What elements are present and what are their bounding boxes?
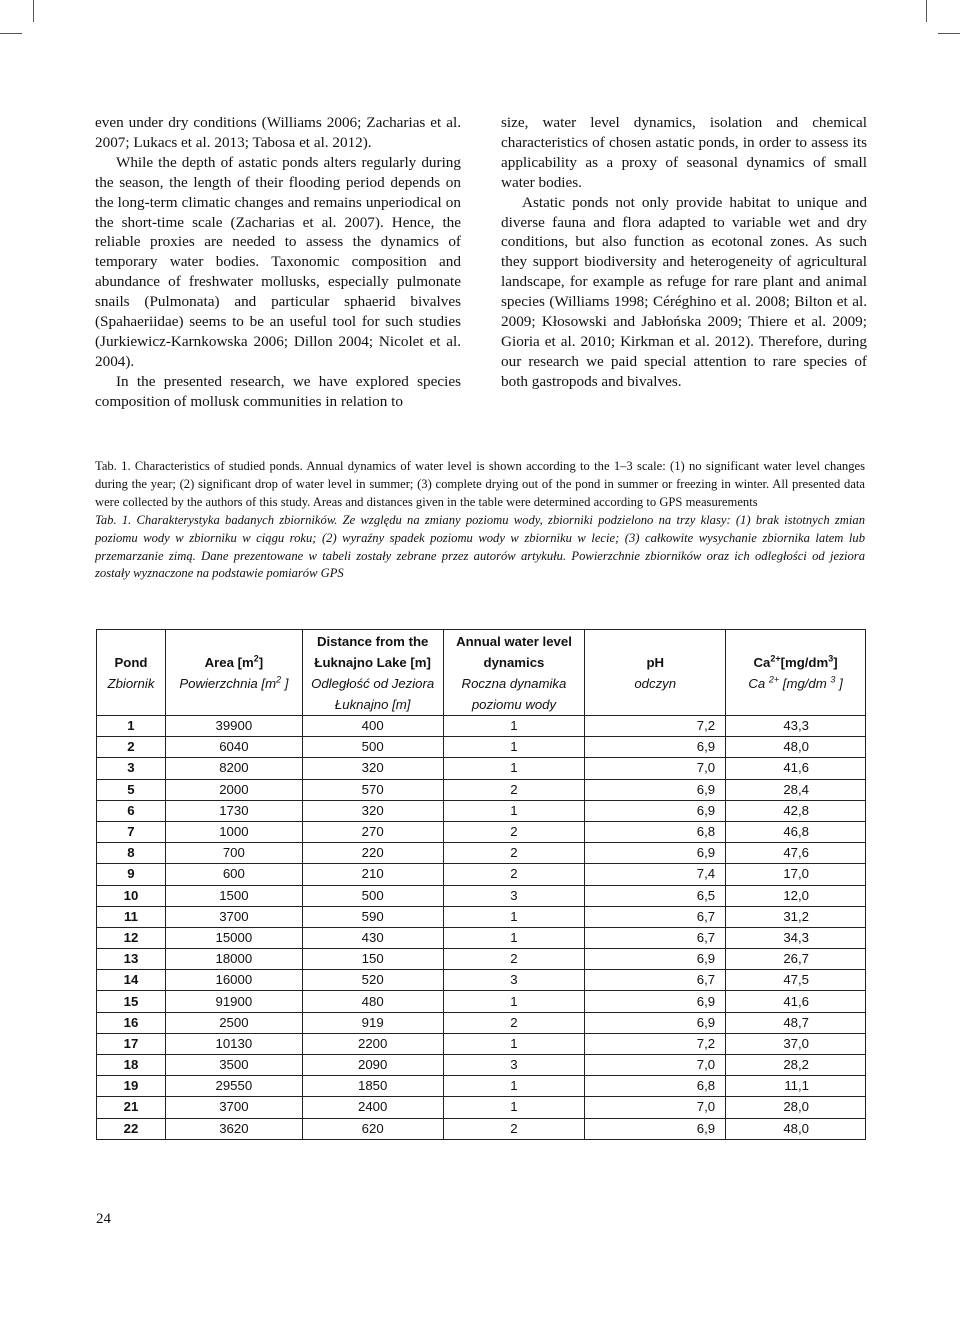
paragraph: In the presented research, we have explored species composition of mollusk communities in relation to (95, 372, 461, 410)
header-area: Area $[m^2]$ Powierzchnia [$m^2$ ] (165, 630, 302, 716)
cell-ph: 6,9 (585, 843, 726, 864)
left-column (95, 113, 461, 412)
cell-dist: 400 (302, 716, 443, 737)
table-caption (95, 458, 865, 583)
table-row (97, 779, 866, 800)
cell-ca: 48,0 (726, 1118, 866, 1139)
cell-ph: 6,7 (585, 906, 726, 927)
cell-pond: 11 (97, 906, 166, 927)
cell-area: 3700 (165, 1097, 302, 1118)
cell-pond: 16 (97, 1012, 166, 1033)
cell-area: 1000 (165, 821, 302, 842)
header-pond: Pond Zbiornik (97, 630, 166, 716)
cell-ph: 7,0 (585, 1055, 726, 1076)
table-row (97, 970, 866, 991)
cell-pond: 19 (97, 1076, 166, 1097)
cell-ph: 6,5 (585, 885, 726, 906)
cell-ph: 6,7 (585, 927, 726, 948)
cell-ph: 6,9 (585, 1118, 726, 1139)
cell-dyn: 2 (443, 1012, 585, 1033)
cell-dist: 150 (302, 949, 443, 970)
cell-area: 15000 (165, 927, 302, 948)
paragraph: While the depth of astatic ponds alters regularly during the season, the length of their flooding period depends on the long-term climatic changes and remains unperiodical on the short-time scale (Zacharias et al. 2007). Hence, the reliable proxies are needed to assess the dynamics of temporary water bodies. Taxonomic composition and abundance of freshwater mollusks, especially pulmonate snails (Pulmonata) and particular sphaerid bivalves (Spahaeriidae) seems to be an useful tool for such studies (Jurkiewicz-Karnkowska 2006; Dillon 2004; Nicolet et al. 2004). (95, 153, 461, 370)
cell-area: 8200 (165, 758, 302, 779)
cell-area: 3620 (165, 1118, 302, 1139)
cell-pond: 9 (97, 864, 166, 885)
cell-ph: 7,2 (585, 1033, 726, 1054)
cell-dist: 2400 (302, 1097, 443, 1118)
cell-dyn: 1 (443, 716, 585, 737)
cell-pond: 3 (97, 758, 166, 779)
cell-pond: 10 (97, 885, 166, 906)
cell-dyn: 2 (443, 949, 585, 970)
cell-pond: 21 (97, 1097, 166, 1118)
cell-pond: 14 (97, 970, 166, 991)
table-row (97, 1055, 866, 1076)
cell-dist: 1850 (302, 1076, 443, 1097)
cell-pond: 18 (97, 1055, 166, 1076)
caption-en: Tab. 1. Characteristics of studied ponds. Annual dynamics of water level is shown according to the 1–3 scale: (1) no significant water level changes during the year; (2) significant drop of water level in summer; (3) complete drying out of the pond in summer or freezing in winter. All presented data were collected by the authors of this study. Areas and distances given in the table were determined according to GPS measurements (95, 459, 865, 509)
caption-pl: Tab. 1. Charakterystyka badanych zbiorników. Ze względu na zmiany poziomu wody, zbiorniki podzielono na trzy klasy: (1) brak istotnych zmian poziomu wody w zbiorniku w ciągu roku; (2) wyraźny spadek poziomu wody w zbiorniku w lecie; (3) całkowite wysychanie zbiornika latem lub przemarzanie zimą. Dane prezentowane w tabeli zostały zebrane przez autorów artykułu. Powierzchnie zbiorników oraz ich odległości od jeziora zostały wyznaczone na podstawie pomiarów GPS (95, 512, 865, 581)
cell-pond: 1 (97, 716, 166, 737)
cell-dist: 500 (302, 885, 443, 906)
cell-area: 29550 (165, 1076, 302, 1097)
table-row (97, 843, 866, 864)
cell-area: 3500 (165, 1055, 302, 1076)
table-body (97, 716, 866, 1140)
crop-mark (938, 33, 960, 34)
cell-area: 2500 (165, 1012, 302, 1033)
cell-dyn: 3 (443, 970, 585, 991)
paragraph: even under dry conditions (Williams 2006; Zacharias et al. 2007; Lukacs et al. 2013; Tabosa et al. 2012). (95, 114, 461, 151)
cell-dist: 500 (302, 737, 443, 758)
header-ca: $Ca^{2+}[mg/dm^3]$ Ca $^{2+}$ [mg/dm $^3$ ] (726, 630, 866, 716)
cell-area: 39900 (165, 716, 302, 737)
cell-dyn: 2 (443, 821, 585, 842)
cell-pond: 17 (97, 1033, 166, 1054)
cell-ca: 41,6 (726, 758, 866, 779)
table-row (97, 1033, 866, 1054)
table-row (97, 991, 866, 1012)
table-row (97, 949, 866, 970)
table-header-row (97, 630, 866, 716)
cell-dyn: 1 (443, 927, 585, 948)
cell-pond: 12 (97, 927, 166, 948)
cell-ca: 42,8 (726, 800, 866, 821)
header-distance: Distance from the Łuknajno Lake [m] Odległość od Jeziora Łuknajno [m] (302, 630, 443, 716)
cell-area: 700 (165, 843, 302, 864)
cell-ca: 41,6 (726, 991, 866, 1012)
cell-ca: 46,8 (726, 821, 866, 842)
cell-ca: 37,0 (726, 1033, 866, 1054)
cell-ca: 12,0 (726, 885, 866, 906)
cell-dyn: 3 (443, 1055, 585, 1076)
cell-area: 1730 (165, 800, 302, 821)
cell-area: 18000 (165, 949, 302, 970)
cell-dist: 430 (302, 927, 443, 948)
cell-dist: 270 (302, 821, 443, 842)
cell-ph: 6,9 (585, 737, 726, 758)
cell-dyn: 2 (443, 1118, 585, 1139)
cell-area: 16000 (165, 970, 302, 991)
cell-ph: 6,9 (585, 949, 726, 970)
cell-dist: 320 (302, 800, 443, 821)
crop-mark (926, 0, 927, 22)
cell-ca: 43,3 (726, 716, 866, 737)
cell-dist: 2090 (302, 1055, 443, 1076)
cell-ph: 7,2 (585, 716, 726, 737)
cell-pond: 13 (97, 949, 166, 970)
cell-area: 91900 (165, 991, 302, 1012)
cell-dist: 919 (302, 1012, 443, 1033)
table-row (97, 1097, 866, 1118)
cell-ph: 7,0 (585, 758, 726, 779)
cell-pond: 5 (97, 779, 166, 800)
cell-area: 10130 (165, 1033, 302, 1054)
header-ph: pH odczyn (585, 630, 726, 716)
cell-ca: 34,3 (726, 927, 866, 948)
cell-dist: 520 (302, 970, 443, 991)
table-row (97, 906, 866, 927)
cell-dyn: 1 (443, 991, 585, 1012)
page-number: 24 (96, 1211, 111, 1227)
cell-area: 600 (165, 864, 302, 885)
cell-dyn: 3 (443, 885, 585, 906)
cell-pond: 8 (97, 843, 166, 864)
paragraph: Astatic ponds not only provide habitat to unique and diverse fauna and flora adapted to variable wet and dry conditions, but also function as ecotonal zones. As such they support biodiversity and heterogeneity of agricultural landscape, for example as refuge for rare plant and animal species (Williams 1998; Céréghino et al. 2008; Bilton et al. 2009; Kłosowski and Jabłońska 2009; Thiere et al. 2009; Gioria et al. 2010; Kirkman et al. 2012). Therefore, during our research we paid special attention to rare species of both gastropods and bivalves. (501, 193, 867, 390)
cell-area: 1500 (165, 885, 302, 906)
cell-ph: 6,7 (585, 970, 726, 991)
cell-ph: 6,9 (585, 800, 726, 821)
cell-pond: 22 (97, 1118, 166, 1139)
header-dynamics: Annual water level dynamics Roczna dynamika poziomu wody (443, 630, 585, 716)
cell-pond: 15 (97, 991, 166, 1012)
table-row (97, 1012, 866, 1033)
cell-ca: 17,0 (726, 864, 866, 885)
cell-dist: 220 (302, 843, 443, 864)
right-column (501, 113, 867, 392)
cell-dist: 210 (302, 864, 443, 885)
cell-area: 3700 (165, 906, 302, 927)
cell-area: 6040 (165, 737, 302, 758)
cell-ca: 31,2 (726, 906, 866, 927)
table-row (97, 737, 866, 758)
cell-pond: 2 (97, 737, 166, 758)
cell-pond: 7 (97, 821, 166, 842)
cell-pond: 6 (97, 800, 166, 821)
cell-ca: 28,2 (726, 1055, 866, 1076)
table-row (97, 821, 866, 842)
table-row (97, 716, 866, 737)
table-row (97, 927, 866, 948)
cell-ca: 47,6 (726, 843, 866, 864)
cell-area: 2000 (165, 779, 302, 800)
table-row (97, 800, 866, 821)
cell-dist: 2200 (302, 1033, 443, 1054)
cell-ca: 48,0 (726, 737, 866, 758)
cell-dyn: 1 (443, 1097, 585, 1118)
cell-ph: 6,9 (585, 1012, 726, 1033)
cell-dist: 480 (302, 991, 443, 1012)
crop-mark (0, 33, 22, 34)
table-row (97, 758, 866, 779)
cell-ph: 7,4 (585, 864, 726, 885)
cell-dyn: 2 (443, 843, 585, 864)
cell-ca: 28,0 (726, 1097, 866, 1118)
cell-ca: 11,1 (726, 1076, 866, 1097)
cell-dyn: 1 (443, 758, 585, 779)
cell-dyn: 2 (443, 864, 585, 885)
crop-mark (33, 0, 34, 22)
cell-ph: 6,8 (585, 821, 726, 842)
paragraph: size, water level dynamics, isolation and chemical characteristics of chosen astatic ponds, in order to assess its applicability as a proxy of seasonal dynamics of small water bodies. (501, 114, 867, 191)
cell-dyn: 1 (443, 1076, 585, 1097)
cell-dyn: 1 (443, 1033, 585, 1054)
table-row (97, 885, 866, 906)
cell-ph: 7,0 (585, 1097, 726, 1118)
cell-dyn: 2 (443, 779, 585, 800)
cell-dist: 590 (302, 906, 443, 927)
cell-ph: 6,9 (585, 991, 726, 1012)
cell-dyn: 1 (443, 906, 585, 927)
cell-dyn: 1 (443, 800, 585, 821)
cell-dist: 320 (302, 758, 443, 779)
cell-ph: 6,8 (585, 1076, 726, 1097)
cell-ca: 47,5 (726, 970, 866, 991)
cell-dist: 620 (302, 1118, 443, 1139)
table-row (97, 1118, 866, 1139)
table-row (97, 1076, 866, 1097)
cell-ph: 6,9 (585, 779, 726, 800)
cell-dist: 570 (302, 779, 443, 800)
table-row (97, 864, 866, 885)
cell-ca: 26,7 (726, 949, 866, 970)
ponds-table (96, 629, 866, 1140)
cell-ca: 48,7 (726, 1012, 866, 1033)
cell-dyn: 1 (443, 737, 585, 758)
cell-ca: 28,4 (726, 779, 866, 800)
